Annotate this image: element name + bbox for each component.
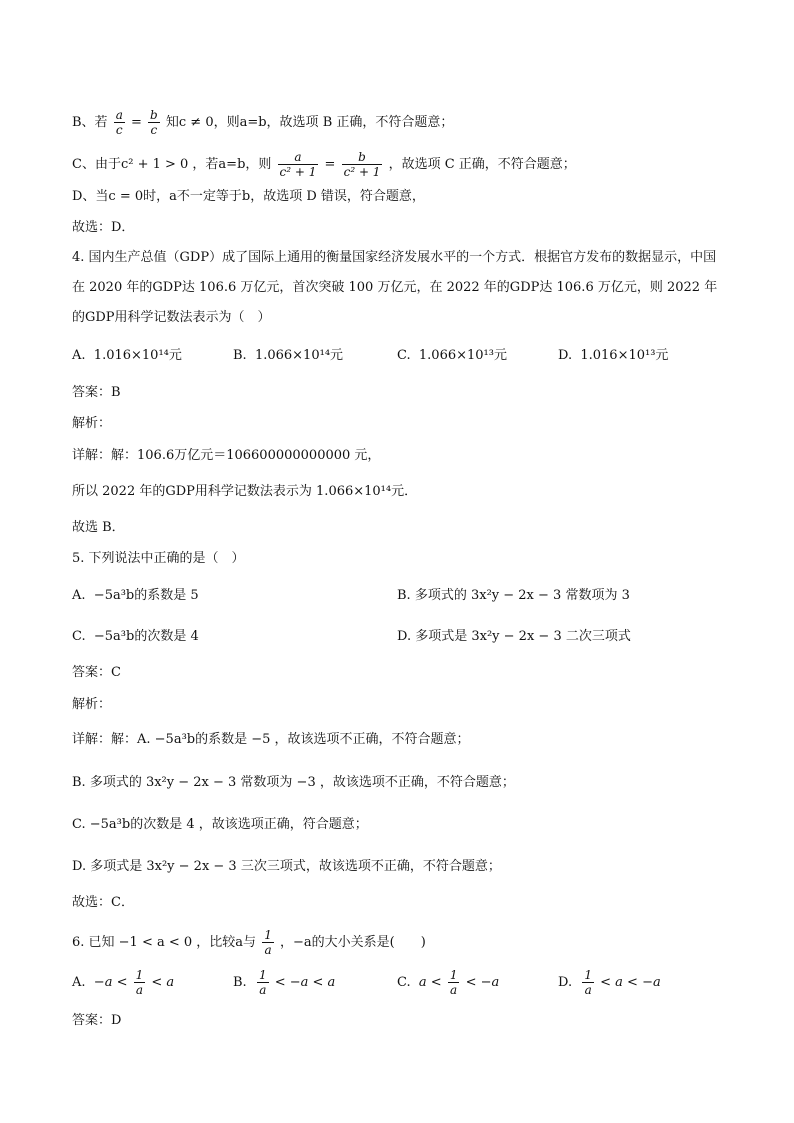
q5-detail-4: D. 多项式是 3x²y − 2x − 3 三次三项式，故该选项不正确，不符合题意；: [72, 859, 501, 874]
option-text: 1.066×10¹⁴元: [254, 348, 344, 363]
q6-option-d: [558, 968, 661, 997]
frac-den: a: [448, 982, 460, 997]
option-label: A.: [72, 588, 86, 603]
q4-stem: 4. 国内生产总值（GDP）成了国际上通用的衡量国家经济发展水平的一个方式．根据官方发布的数据显示，中国在 2020 年的GDP达 106.6 万亿元，首次突破 100 万亿元，在 2022 年的GDP达 106.6 万亿元，则 2022 年的GDP用科学记数法表示为（ ）: [72, 250, 718, 325]
q3-answer: 故选：D．: [72, 220, 135, 235]
q4-option-d: [558, 346, 668, 366]
q5-choose: 故选：C．: [72, 895, 134, 910]
frac-den: a: [262, 942, 274, 957]
q5-option-d: [397, 627, 631, 647]
q4-answer: 答案：B: [72, 385, 121, 400]
fraction-one-over-a: [134, 968, 146, 997]
q4-detail-2: 所以 2022 年的GDP用科学记数法表示为 1.066×10¹⁴元．: [72, 484, 418, 499]
option-text: 1.016×10¹³元: [580, 348, 669, 363]
fraction-b-over-c: [148, 108, 160, 137]
option-expr-post: < a < −a: [600, 975, 661, 990]
frac-num: a: [294, 150, 302, 164]
q5-option-c: [72, 627, 199, 647]
frac-num: a: [115, 108, 123, 122]
option-expr-post: < −a: [465, 975, 500, 990]
frac-num: 1: [135, 968, 144, 982]
q4-option-c: [397, 346, 507, 366]
q3-option-c-line: [72, 150, 576, 179]
q3-option-d-line: D、当c = 0时，a不一定等于b，故选项 D 错误，符合题意，: [72, 189, 425, 204]
fraction-one-over-a: [582, 968, 594, 997]
q6-stem-suffix: ，−a的大小关系是( ): [279, 935, 426, 950]
q4-option-b: [233, 346, 343, 366]
frac-num: 1: [584, 968, 592, 982]
q3-b-condition: 知c ≠ 0: [165, 115, 214, 130]
option-label: D.: [558, 348, 573, 363]
option-text: 1.016×10¹⁴元: [93, 348, 182, 363]
q5-stem: 5. 下列说法中正确的是（ ）: [72, 551, 245, 566]
option-label: B.: [233, 348, 247, 363]
q4-detail-1: 详解：解：106.6万亿元＝106600000000000 元，: [72, 448, 381, 463]
q3-c-conclusion: ，故选项 C 正确，不符合题意；: [388, 157, 576, 172]
q3-option-b-line: [72, 108, 453, 137]
option-label: D.: [558, 975, 573, 990]
q3-b-conclusion: ，则a=b，故选项 B 正确，不符合题意；: [213, 115, 454, 130]
option-text: −5a³b的次数是 4: [93, 629, 199, 644]
frac-num: 1: [449, 968, 458, 982]
fraction-one-over-a: [257, 968, 269, 997]
fraction-one-over-a: [448, 968, 460, 997]
option-label: C.: [397, 975, 411, 990]
frac-num: 1: [264, 928, 272, 942]
fraction-a-over-c: [114, 108, 125, 137]
option-text: 多项式是 3x²y − 2x − 3 二次三项式: [415, 629, 631, 644]
option-text: 多项式的 3x²y − 2x − 3 常数项为 3: [414, 588, 630, 603]
q6-option-a: [72, 968, 174, 997]
q5-analysis-label: 解析：: [72, 697, 112, 712]
frac-den: a: [134, 982, 146, 997]
option-text: 1.066×10¹³元: [418, 348, 507, 363]
q5-option-a: [72, 586, 199, 606]
q5-detail-2: B. 多项式的 3x²y − 2x − 3 常数项为 −3 ，故该选项不正确，不符合题意；: [72, 775, 515, 790]
q5-answer: 答案：C: [72, 665, 121, 680]
q6-option-c: [397, 968, 499, 997]
option-label: A.: [72, 348, 86, 363]
q6-stem: [72, 928, 426, 957]
option-label: B.: [397, 588, 411, 603]
option-label: D.: [397, 629, 412, 644]
q4-choose: 故选 B．: [72, 520, 125, 535]
frac-num: b: [150, 108, 158, 122]
option-label: A.: [72, 975, 86, 990]
q4-option-a: [72, 346, 182, 366]
q6-stem-prefix: 6. 已知 −1 < a < 0 ，比较a与: [72, 935, 257, 950]
option-expr-post: < a: [151, 975, 175, 990]
q3-c-prefix: C、由于c² + 1 > 0 ，若a=b，则: [72, 157, 272, 172]
q4-analysis-label: 解析：: [72, 416, 112, 431]
q3-b-prefix: B、若: [72, 115, 108, 130]
q6-answer: 答案：D: [72, 1013, 122, 1028]
equals-sign: =: [131, 115, 142, 130]
frac-den: c² + 1: [343, 165, 381, 179]
option-expr-pre: a <: [418, 975, 442, 990]
option-text: −5a³b的系数是 5: [93, 588, 199, 603]
q5-option-b: [397, 586, 630, 606]
q6-option-b: [233, 968, 335, 997]
frac-den: a: [257, 982, 269, 997]
fraction-b-over-c2: [342, 150, 383, 179]
frac-den: c: [148, 122, 160, 137]
frac-num: b: [358, 150, 366, 164]
frac-den: c² + 1: [279, 165, 317, 179]
q5-detail-1: 详解：解：A. −5a³b的系数是 −5 ，故该选项不正确，不符合题意；: [72, 732, 470, 747]
equals-sign: =: [324, 157, 336, 172]
option-label: C.: [72, 629, 86, 644]
option-label: C.: [397, 348, 411, 363]
q5-detail-3: C. −5a³b的次数是 4 ，故该选项正确，符合题意；: [72, 817, 368, 832]
fraction-one-over-a: [262, 928, 274, 957]
frac-den: a: [582, 982, 594, 997]
option-label: B.: [233, 975, 247, 990]
option-expr-post: < −a < a: [274, 975, 336, 990]
fraction-a-over-c2: [278, 150, 319, 179]
frac-den: c: [114, 122, 125, 137]
option-expr-pre: −a <: [93, 975, 128, 990]
frac-num: 1: [258, 968, 267, 982]
